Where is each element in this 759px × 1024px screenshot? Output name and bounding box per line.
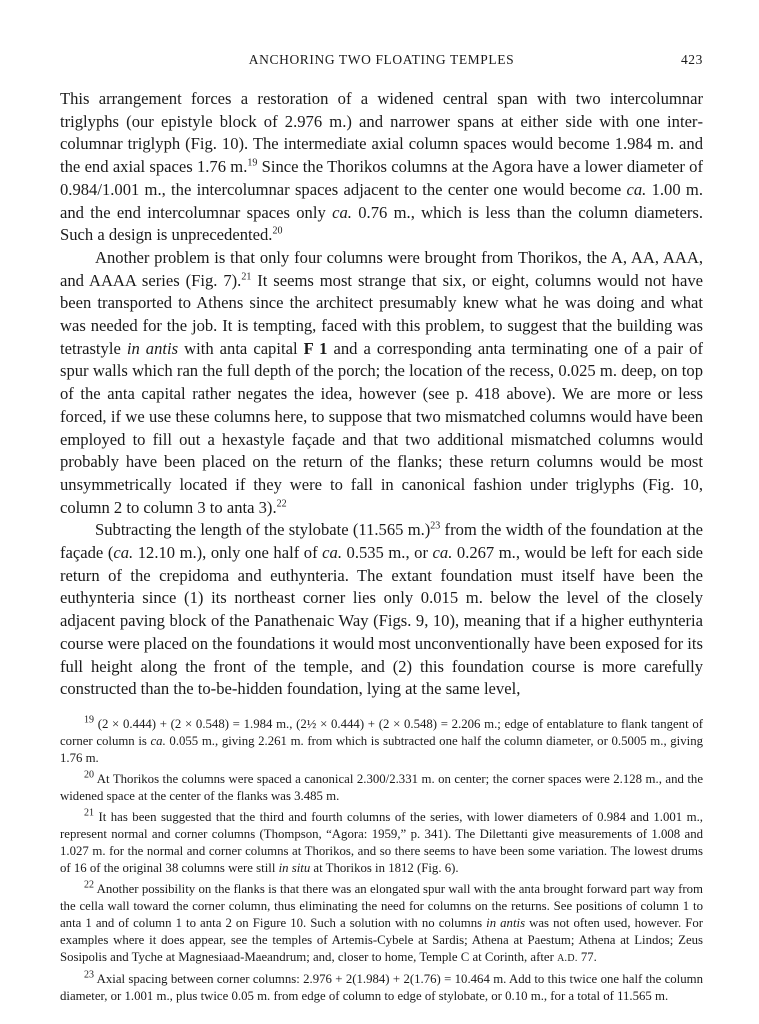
paragraph-1 (60, 88, 703, 247)
paragraph-text: from the width of the foundation at the façade ( (60, 520, 704, 563)
footnote-ref-20: 20 (272, 225, 283, 237)
footnote-text: at Thorikos in 1812 (Fig. 6). (310, 860, 459, 875)
footnote-number: 22 (84, 879, 94, 891)
paragraph-text: It seems most strange that six, or eight, columns would not have been transported to Athens since the architect presumably knew what he was doing and what was needed for the job. It is tempting, faced with this problem, to suggest that the building was tetrastyle (60, 270, 704, 358)
footnote-ref-22: 22 (276, 498, 287, 510)
small-caps-era: A.D. (557, 952, 578, 964)
body-text (60, 88, 703, 701)
footnote-text: 77. (577, 949, 597, 964)
paragraph-text: 0.267 m., would be left for each side return of the crepidoma and euthynteria. The extant foundation must itself have been the euthynteria since (1) its northeast corner lies only 0.015 m. below the level of the closely adjacent paving block of the Panathenaic Way (Figs. 9, 10), meaning that if a higher euthynteria course were placed on the foundations it would most unconventionally have been exposed for its full height along the front of the temple, and (2) this foundation course is more carefully constructed than the to-be-hidden foundation, lying at the same level, (60, 543, 703, 699)
bold-reference: F 1 (303, 338, 328, 358)
paragraph-text: This arrangement forces a restoration of a widened central span with two intercolumnar triglyphs (our epistyle block of 2.976 m.) and narrower spans at either side with one intercolumnar triglyph (Fig. 10). The intermediate axial column spaces would become 1.984 m. and the end axial spaces 1.76 m. (60, 89, 703, 177)
italic-abbrev: ca. (150, 733, 166, 748)
footnote-23 (60, 971, 703, 1005)
italic-abbrev: ca. (113, 543, 134, 563)
footnote-text: It has been suggested that the third and fourth columns of the series, with lower diameters of 0.984 and 1.001 m., represent normal and corner columns (Thompson, “Agora: 1959,” p. 341). The Dilettanti give measurements of 1.008 and 1.027 m. for the normal and corner columns at Thorikos, and so there seems to have been some variation. The lowest drums of 16 of the original 38 columns were still (60, 809, 703, 875)
footnote-text: Axial spacing between corner columns: 2.976 + 2(1.984) + 2(1.76) = 10.464 m. Add to this twice one half the column diameter, or 1.001 m., plus twice 0.05 m. from edge of column to edge of stylobate, or 0.10 m., for a total of 11.565 m. (60, 971, 703, 1003)
paragraph-text: 1.00 m. and the end intercolumnar spaces only (60, 179, 703, 222)
italic-abbrev: ca. (626, 179, 647, 199)
paragraph-text: and a corresponding anta terminating one of a pair of spur walls which ran the full depth of the porch; the location of the recess, 0.025 m. deep, on top of the anta capital rather negates the idea, however (see p. 418 above). We are more or less forced, if we use these columns here, to suppose that two mismatched columns would have been employed to fill out a hexastyle façade and that two additional mismatched columns would probably have been placed on the return of the flanks; these return columns would be most unsymmetrically located if they were to fall in canonical fashion under triglyphs (Fig. 10, column 2 to column 3 to anta 3). (60, 338, 703, 517)
footnote-text: was not often used, however. For examples where it does appear, see the temples of Artemis-Cybele at Sardis; Athena at Paestum; Athena at Lindos; Zeus Sosipolis and Tyche at Magnesiaad-Maeandrum; and, closer to home, Temple C at Corinth, after (60, 915, 703, 964)
running-header (60, 52, 703, 82)
italic-term: in situ (278, 860, 311, 875)
footnote-ref-21: 21 (241, 271, 252, 283)
footnote-number: 23 (84, 969, 94, 981)
footnote-text: (2 × 0.444) + (2 × 0.548) = 1.984 m., (2½ × 0.444) + (2 × 0.548) = 2.206 m.; edge of entablature to flank tangent of corner column is (60, 716, 703, 748)
footnote-19 (60, 716, 703, 767)
paragraph-2 (60, 247, 703, 519)
footnote-text: At Thorikos the columns were spaced a canonical 2.300/2.331 m. on center; the corner spaces were 2.128 m., and the widened space at the center of the flanks was 3.485 m. (60, 771, 703, 803)
page-number: 423 (680, 52, 703, 67)
italic-abbrev: ca. (322, 543, 342, 563)
footnote-number: 20 (84, 769, 94, 781)
footnote-ref-19: 19 (247, 157, 258, 169)
footnote-20 (60, 771, 703, 805)
paragraph-text: Another problem is that only four columns were brought from Thorikos, the A, AA, AAA, and AAAA series (Fig. 7). (60, 247, 703, 290)
paragraph-text: Since the Thorikos columns at the Agora have a lower diameter of 0.984/1.001 m., the intercolumnar spaces adjacent to the center one would become (60, 157, 703, 199)
paragraph-text: Subtracting the length of the stylobate (11.565 m.) (95, 520, 431, 540)
paragraph-text: 12.10 m.), only one half of (133, 543, 323, 563)
paragraph-3 (60, 519, 703, 701)
footnote-22 (60, 881, 703, 967)
footnote-text: Another possibility on the flanks is that there was an elongated spur wall with the anta brought forward part way from the cella wall toward the corner column, thus eliminating the need for columns on the returns. See positions of column 1 to anta 1 and of column 1 to anta 2 on Figure 10. Such a solution with no columns (60, 881, 703, 930)
paragraph-text: 0.76 m., which is less than the column diameters. Such a design is unprecedented. (60, 202, 703, 245)
paragraph-text: 0.535 m., or (341, 543, 433, 563)
italic-abbrev: ca. (332, 202, 352, 222)
footnote-text: 0.055 m., giving 2.261 m. from which is subtracted one half the column diameter, or 0.5005 m., giving 1.76 m. (60, 733, 703, 765)
footnote-number: 21 (84, 807, 94, 819)
footnote-21 (60, 809, 703, 877)
italic-term: in antis (126, 338, 179, 358)
footnote-number: 19 (84, 714, 94, 726)
italic-abbrev: ca. (432, 543, 453, 563)
footnote-ref-23: 23 (430, 520, 441, 532)
paragraph-text: with anta capital (178, 338, 304, 358)
running-title: ANCHORING TWO FLOATING TEMPLES (248, 52, 515, 67)
page (60, 0, 703, 1009)
footnotes (60, 716, 703, 1005)
italic-term: in antis (486, 915, 526, 930)
